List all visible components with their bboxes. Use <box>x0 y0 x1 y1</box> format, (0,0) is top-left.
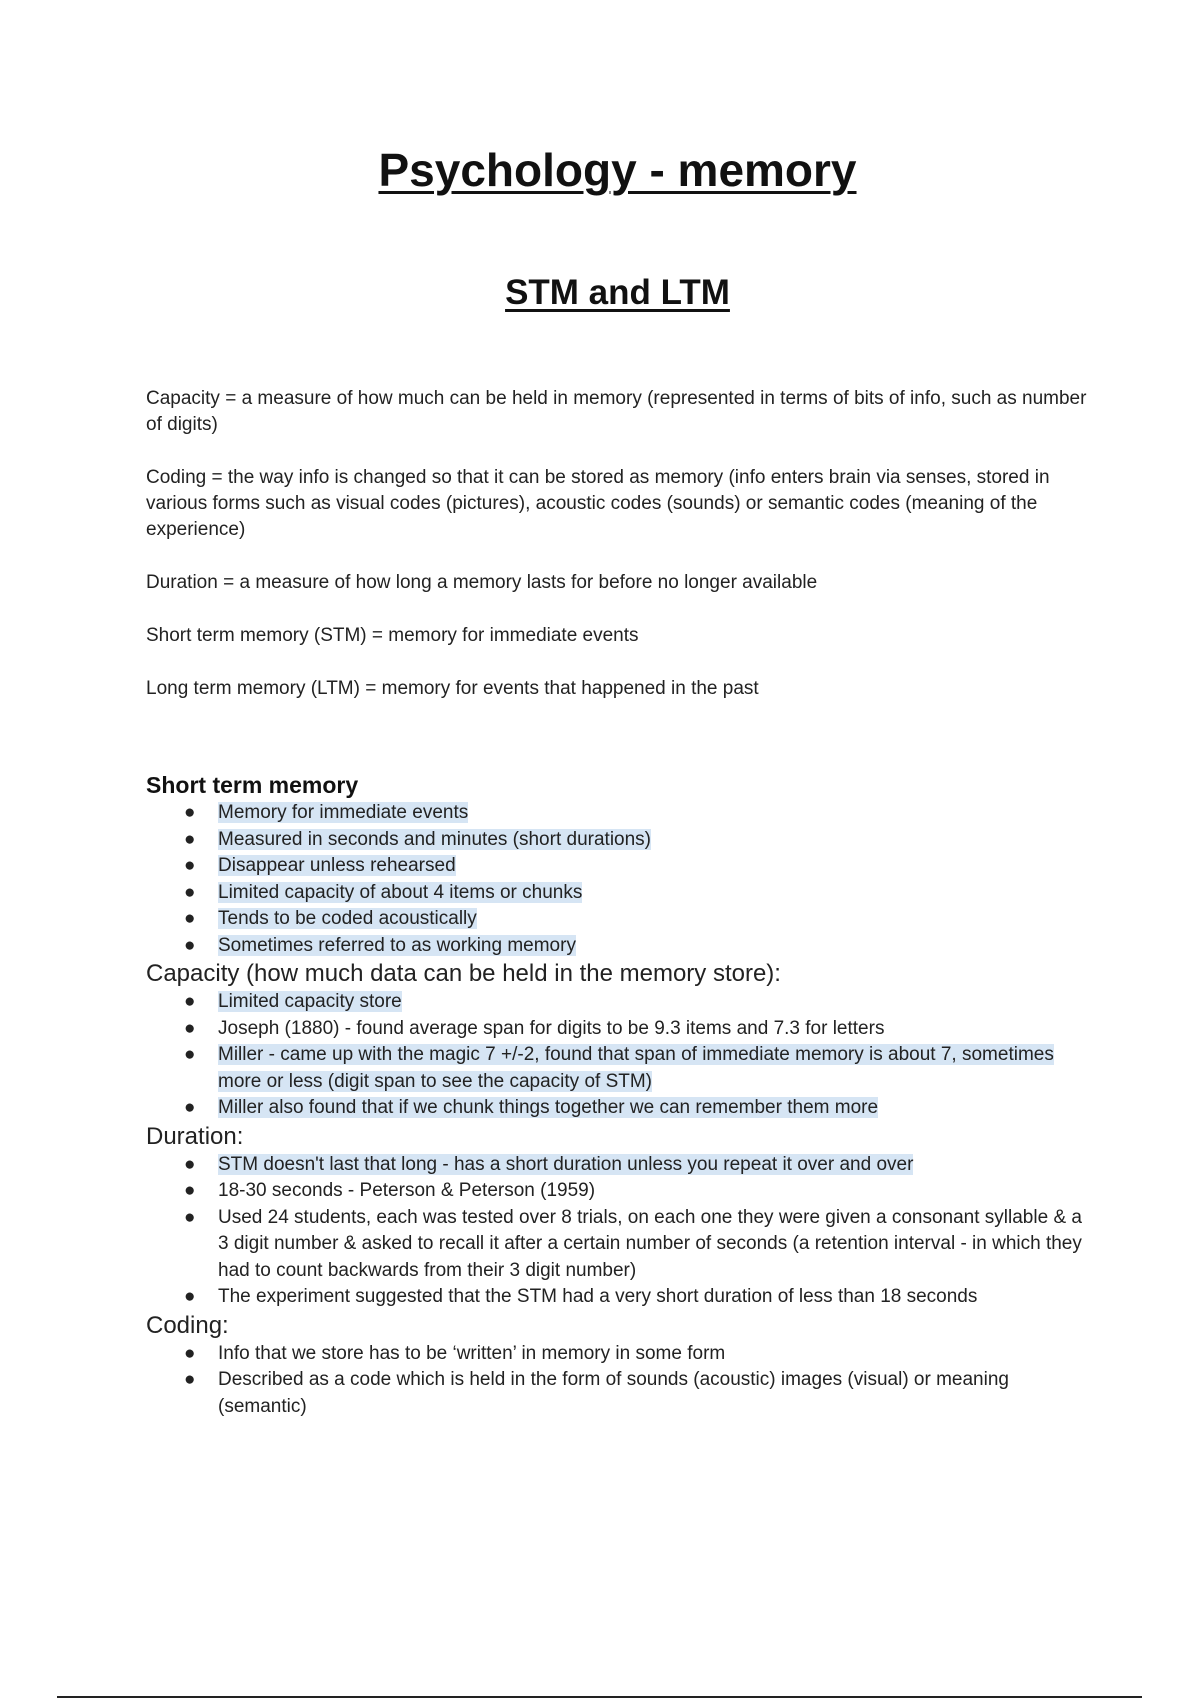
bullet-icon: ● <box>184 1097 196 1118</box>
definition-stm: Short term memory (STM) = memory for immediate events <box>146 625 639 646</box>
definition-capacity: Capacity = a measure of how much can be held in memory (represented in terms of bits of info, such as number of digits) <box>146 388 1087 435</box>
list-item <box>182 1205 1096 1285</box>
bullet-icon: ● <box>184 881 196 903</box>
list-item-text: STM doesn't last that long - has a short duration unless you repeat it over and over <box>218 1153 914 1175</box>
bullet-icon: ● <box>184 1206 196 1228</box>
coding-bullet-list <box>146 1341 1096 1421</box>
list-item-text: Used 24 students, each was tested over 8 trials, on each one they were given a consonant syllable & a 3 digit number & asked to recall it after a certain number of seconds (a retention interval - in which they had to count backwards from their 3 digit number) <box>218 1206 1082 1281</box>
bullet-icon: ● <box>184 934 196 956</box>
definition-duration: Duration = a measure of how long a memory lasts for before no longer available <box>146 572 818 593</box>
list-item <box>182 880 1096 907</box>
page-title: Psychology - memory <box>378 144 857 196</box>
bullet-icon: ● <box>184 1044 196 1065</box>
list-item <box>182 1178 1096 1205</box>
definition-coding: Coding = the way info is changed so that it can be stored as memory (info enters brain via senses, stored in various forms such as visual codes (pictures), acoustic codes (sounds) or semantic codes (meaning of the experience) <box>146 467 1050 540</box>
list-item <box>182 1284 1096 1311</box>
stm-bullet-list <box>146 800 1096 959</box>
list-item-text: 18-30 seconds - Peterson & Peterson (1959) <box>218 1180 596 1201</box>
list-item-text: Info that we store has to be ‘written’ in memory in some form <box>218 1342 726 1364</box>
list-item-text: Described as a code which is held in the form of sounds (acoustic) images (visual) or meaning (semantic) <box>218 1369 1009 1417</box>
bullet-icon: ● <box>184 1342 196 1364</box>
list-item <box>182 1367 1096 1420</box>
stm-heading: Short term memory <box>146 772 359 798</box>
list-item <box>182 827 1096 854</box>
duration-heading: Duration: <box>146 1122 244 1150</box>
bullet-icon: ● <box>184 908 196 929</box>
bullet-icon: ● <box>184 855 196 876</box>
bullet-icon: ● <box>184 1369 196 1390</box>
list-item <box>182 853 1096 880</box>
list-item <box>182 1095 1096 1122</box>
list-item-text: The experiment suggested that the STM had a very short duration of less than 18 seconds <box>218 1286 978 1307</box>
list-item <box>182 1016 1096 1043</box>
coding-heading: Coding: <box>146 1311 229 1339</box>
capacity-bullet-list <box>146 989 1096 1122</box>
list-item <box>182 1152 1096 1179</box>
list-item-text: Miller - came up with the magic 7 +/-2, found that span of immediate memory is about 7, sometimes more or less (digit span to see the capacity of STM) <box>218 1044 1054 1092</box>
list-item <box>182 933 1096 960</box>
definition-ltm: Long term memory (LTM) = memory for events that happened in the past <box>146 678 759 699</box>
list-item-text: Measured in seconds and minutes (short durations) <box>218 828 652 850</box>
list-item-text: Tends to be coded acoustically <box>218 908 477 929</box>
list-item-text: Joseph (1880) - found average span for digits to be 9.3 items and 7.3 for letters <box>218 1017 885 1039</box>
list-item <box>182 906 1096 933</box>
list-item-text: Miller also found that if we chunk things together we can remember them more <box>218 1097 879 1118</box>
bullet-icon: ● <box>184 1180 196 1201</box>
capacity-heading: Capacity (how much data can be held in the memory store): <box>146 960 781 987</box>
bullet-icon: ● <box>184 828 196 850</box>
list-item-text: Limited capacity of about 4 items or chunks <box>218 881 583 903</box>
bullet-icon: ● <box>184 1153 196 1175</box>
list-item <box>182 989 1096 1016</box>
list-item <box>182 1341 1096 1368</box>
list-item-text: Disappear unless rehearsed <box>218 855 456 876</box>
duration-bullet-list <box>146 1152 1096 1311</box>
page-subtitle: STM and LTM <box>505 273 730 312</box>
document-body <box>146 386 1096 1420</box>
list-item <box>182 1042 1096 1095</box>
bullet-icon: ● <box>184 1286 196 1307</box>
bullet-icon: ● <box>184 1017 196 1039</box>
bullet-icon: ● <box>184 802 196 823</box>
list-item-text: Memory for immediate events <box>218 802 469 823</box>
page-divider <box>57 1696 1142 1698</box>
bullet-icon: ● <box>184 991 196 1012</box>
list-item-text: Sometimes referred to as working memory <box>218 934 576 956</box>
list-item-text: Limited capacity store <box>218 991 402 1012</box>
list-item <box>182 800 1096 827</box>
